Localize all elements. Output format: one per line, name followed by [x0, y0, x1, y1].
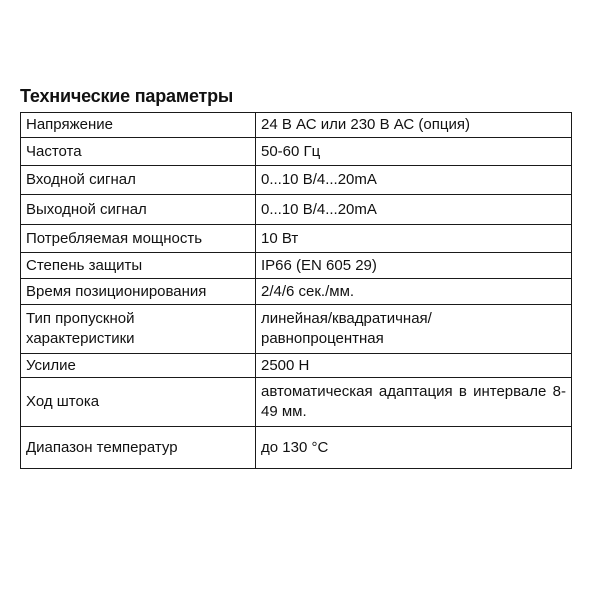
param-name: Время позиционирования — [21, 279, 256, 305]
param-value: 0...10 В/4...20mA — [256, 166, 572, 195]
param-value: 50-60 Гц — [256, 138, 572, 166]
param-name: Частота — [21, 138, 256, 166]
table-row — [21, 378, 572, 427]
table-row — [21, 354, 572, 378]
param-name: Усилие — [21, 354, 256, 378]
table-row — [21, 113, 572, 138]
param-name: Входной сигнал — [21, 166, 256, 195]
param-name: Выходной сигнал — [21, 195, 256, 225]
param-name: Потребляемая мощность — [21, 225, 256, 253]
table-row — [21, 305, 572, 354]
param-value: IP66 (EN 605 29) — [256, 253, 572, 279]
param-name: Ход штока — [21, 378, 256, 427]
param-value: 2500 Н — [256, 354, 572, 378]
specifications-table — [20, 112, 572, 469]
param-name: Тип пропускной характеристики — [21, 305, 256, 354]
table-row — [21, 225, 572, 253]
table-row — [21, 138, 572, 166]
param-value: до 130 °С — [256, 427, 572, 469]
page-title: Технические параметры — [20, 86, 234, 106]
param-value: линейная/квадратичная/ равнопроцентная — [256, 305, 572, 354]
table-row — [21, 279, 572, 305]
param-name: Диапазон температур — [21, 427, 256, 469]
table-row — [21, 427, 572, 469]
table-row — [21, 195, 572, 225]
param-value: 10 Вт — [256, 225, 572, 253]
param-value: автоматическая адаптация в интервале 8-49 мм. — [256, 378, 572, 427]
param-value: 2/4/6 сек./мм. — [256, 279, 572, 305]
table-row — [21, 253, 572, 279]
param-value: 0...10 В/4...20mA — [256, 195, 572, 225]
table-row — [21, 166, 572, 195]
param-name: Напряжение — [21, 113, 256, 138]
param-name: Степень защиты — [21, 253, 256, 279]
param-value: 24 В АС или 230 В АС (опция) — [256, 113, 572, 138]
